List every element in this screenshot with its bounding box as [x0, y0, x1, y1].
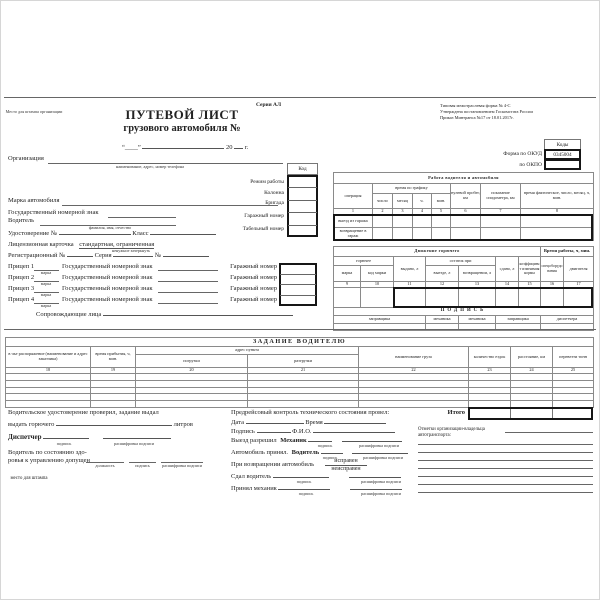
- trailer1-make-caption: марка: [40, 270, 52, 275]
- work-time-title: Время работы, ч, мин.: [541, 247, 594, 257]
- trailer4-make-caption: марка: [40, 303, 52, 308]
- accepted-mechanic-label: Принял механик: [231, 485, 277, 492]
- date-year: 20: [226, 144, 233, 151]
- mechanic-sign-caption: подпись: [317, 443, 333, 448]
- stamp-place: место для штампа: [10, 476, 48, 481]
- health-name-caption: расшифровка подписи: [162, 463, 202, 468]
- trailer3-label: Прицеп 3: [8, 285, 35, 292]
- trailer3-plate-line: [158, 292, 218, 293]
- code-column-box: [287, 175, 318, 237]
- form-top-rule: [4, 97, 596, 98]
- form-subtitle: грузового автомобиля №: [123, 123, 241, 134]
- okpo-value-box: [544, 159, 581, 170]
- owner-notes-line1: Отметки организации-владельца: [418, 427, 485, 432]
- pretrip-control-text: Предрейсовый контроль технического состояния провел:: [231, 409, 390, 416]
- col-odometer: показание спидометра, км: [481, 184, 521, 209]
- driver-label: Водитель: [8, 217, 35, 224]
- driver-work-title: Работа водителя и автомобиля: [334, 173, 594, 184]
- handed-name-caption: расшифровка подписи: [361, 479, 401, 484]
- escort-fill-line: [103, 311, 293, 316]
- col-num: 19: [91, 368, 136, 374]
- col-num: 13: [459, 282, 496, 288]
- dispatcher-sign-caption: подпись: [56, 441, 72, 446]
- time-label: Время: [305, 419, 323, 426]
- column-label: Колонна: [264, 190, 284, 196]
- health-sign-caption: подпись: [135, 463, 150, 468]
- health-position-caption: должность: [95, 463, 115, 468]
- col-num: 20: [136, 368, 248, 374]
- vehicle-make-label: Марка автомобиля: [8, 197, 60, 204]
- signature-fio-line: [231, 428, 395, 436]
- trailer-box-divider: [280, 284, 316, 285]
- liters-label: литров: [173, 421, 193, 428]
- license-card-caption: ненужное зачеркнуть: [111, 248, 151, 253]
- col-fuel: горючее: [334, 257, 394, 266]
- driver-sign-line: [321, 449, 343, 454]
- trailer1-garage-label: Гаражный номер: [230, 263, 277, 270]
- col-operation: операция: [334, 184, 373, 209]
- escort-line: [36, 311, 293, 319]
- col-at-return: возвращении, л: [459, 266, 496, 282]
- driver-name-caption: расшифровка подписи: [363, 455, 403, 460]
- driver-bold-label: Водитель: [291, 449, 320, 456]
- trailer1-plate-line: [158, 270, 218, 271]
- code-row-divider: [288, 200, 317, 201]
- mechanic-label: Механик: [280, 437, 307, 444]
- signer-fueler2: заправщика: [496, 316, 541, 324]
- series-label: Серия АЛ: [256, 102, 282, 108]
- number-fill-line: [163, 252, 209, 257]
- col-num: 10: [361, 282, 394, 288]
- owner-notes-line: [418, 484, 593, 485]
- accepted-name-line: [350, 485, 402, 490]
- unserviceable-option: неисправен: [331, 465, 361, 472]
- license-line: [8, 230, 216, 238]
- series-fill-line: [113, 252, 153, 257]
- date-blank: “____”: [122, 144, 141, 151]
- totals-divider: [552, 409, 553, 418]
- col-cargo-name: наименование груза: [359, 347, 469, 368]
- work-mode-label: Режим работы: [250, 179, 284, 185]
- driver-work-table: [333, 172, 594, 241]
- row-garage-exit: выезд из гаража: [334, 215, 373, 228]
- trailer4-garage-label: Гаражный номер: [230, 296, 277, 303]
- code-row-divider: [288, 225, 317, 226]
- trailer2-garage-label: Гаражный номер: [230, 274, 277, 281]
- form-title: ПУТЕВОЙ ЛИСТ: [125, 107, 239, 122]
- date-suffix: г.: [244, 144, 249, 151]
- codes-header-box: Коды: [544, 139, 581, 150]
- col-customer: в чье распоряжение (наименование и адрес заказчика): [6, 347, 91, 368]
- dispatcher-name-line: [103, 434, 171, 439]
- registration-label: Регистрационный №: [8, 252, 66, 259]
- date-fill-line: [142, 144, 224, 149]
- trailer4-label: Прицеп 4: [8, 296, 35, 303]
- owner-notes-line: [418, 444, 593, 445]
- col-remainder: остаток при: [426, 257, 496, 266]
- license-fill-line: [59, 230, 131, 235]
- col-tons: перевезти тонн: [553, 347, 594, 368]
- col-num: 7: [481, 209, 521, 215]
- org-label: Организация: [8, 155, 44, 162]
- col-num: 8: [521, 209, 594, 215]
- col-num: 17: [564, 282, 594, 288]
- serviceable-option: исправен: [325, 458, 367, 466]
- mechanic-name-caption: расшифровка подписи: [359, 443, 399, 448]
- code-row-divider: [288, 212, 317, 213]
- dispatcher-label: Диспетчер: [8, 433, 42, 441]
- task-title: ЗАДАНИЕ ВОДИТЕЛЮ: [6, 338, 594, 347]
- col-num: 14: [496, 282, 519, 288]
- year-fill-line: [234, 144, 243, 149]
- personnel-number-label: Табельный номер: [242, 226, 284, 232]
- col-num: 23: [469, 368, 511, 374]
- col-day: число: [373, 194, 393, 209]
- stamp-note: Место для штампа организации: [5, 109, 63, 114]
- totals-box: [468, 407, 593, 420]
- owner-notes-line: [418, 452, 593, 453]
- signer-mechanic1: механика: [426, 316, 459, 324]
- col-special-equipment: спецоборудования: [541, 257, 564, 282]
- code-row-divider: [288, 187, 317, 188]
- col-schedule-time: время по графику: [373, 184, 451, 194]
- license-checked-text: Водительское удостоверение проверил, задание выдал: [8, 409, 159, 416]
- on-return-label: При возвращении автомобиль: [231, 461, 315, 468]
- handed-name-line: [349, 473, 401, 478]
- owner-notes-line2: автотранспорта:: [418, 433, 451, 439]
- date-time-line: [231, 419, 386, 427]
- signature-label: Подпись: [231, 428, 255, 435]
- form-ref-line3: Приказ Минтранса №17 от 18.01.2017г.: [440, 115, 514, 120]
- trailer-box-divider: [280, 274, 316, 275]
- col-num: 5: [432, 209, 451, 215]
- brigade-label: Бригада: [265, 200, 284, 206]
- escort-label: Сопровождающие лица: [36, 311, 102, 318]
- owner-notes-line: [418, 460, 593, 461]
- trailer4-plate-label: Государственный номерной знак: [62, 296, 153, 303]
- trailer3-plate-label: Государственный номерной знак: [62, 285, 153, 292]
- col-loading: погрузки: [136, 355, 248, 368]
- fuel-issue-fill-line: [56, 421, 172, 426]
- col-num: 2: [373, 209, 393, 215]
- col-num: 6: [451, 209, 481, 215]
- org-caption: наименование, адрес, номер телефона: [116, 164, 184, 169]
- vehicle-make-fill-line: [62, 205, 278, 206]
- fuel-table: [333, 246, 594, 331]
- totals-label: Итого: [447, 409, 465, 416]
- license-number-label: Удостоверение №: [8, 230, 58, 237]
- fuel-issue-line: [8, 421, 193, 429]
- section-divider-rule: [4, 329, 596, 330]
- handed-over-label: Сдал водитель: [231, 473, 272, 480]
- driver-caption: фамилия, имя, отчество: [88, 225, 132, 230]
- class-fill-line: [150, 230, 216, 235]
- okud-label: Форма по ОКУД: [503, 151, 542, 157]
- col-fuel-make: марка: [334, 266, 361, 282]
- col-num: 11: [394, 282, 426, 288]
- trailer2-make-caption: марка: [40, 281, 52, 286]
- col-actual-time: время фактическое, число, месяц, ч, мин.: [521, 184, 594, 209]
- garage-number-label: Гаражный номер: [244, 213, 284, 219]
- fio-label: Ф.И.О.: [292, 428, 312, 435]
- vehicle-accepted-label: Автомобиль принял.: [231, 449, 289, 456]
- col-num: 3: [393, 209, 413, 215]
- trailer3-garage-label: Гаражный номер: [230, 285, 277, 292]
- col-min: мин.: [432, 194, 451, 209]
- health-line1: Водитель по состоянию здо-: [8, 449, 87, 456]
- fuel-issue-label: выдать горючего: [8, 421, 55, 428]
- owner-notes-line: [418, 476, 593, 477]
- col-at-exit: выезде, л: [426, 266, 459, 282]
- col-issued: выдано, л: [394, 257, 426, 282]
- dispatcher-name-caption: расшифровка подписи: [114, 441, 154, 446]
- accepted-sign-caption: подпись: [298, 491, 314, 496]
- mechanic-sign-line: [308, 437, 332, 442]
- departure-allowed-label: Выезд разрешил: [231, 437, 277, 444]
- col-engine: двигателя: [564, 257, 594, 282]
- form-ref-line1: Типовая межотраслевая форма № 4-С: [440, 103, 511, 108]
- driver-name-line: [352, 449, 408, 454]
- totals-divider: [510, 409, 511, 418]
- col-coefficient: коэффициент изменения нормы: [519, 257, 541, 282]
- col-num: 9: [334, 282, 361, 288]
- time-fill: [324, 419, 386, 424]
- registration-fill-line: [67, 252, 93, 257]
- row-garage-return: возвращение в гараж: [334, 228, 373, 241]
- health-line2: ровья к управлению допущен: [8, 457, 90, 464]
- date-fill: [246, 419, 304, 424]
- accepted-name-caption: расшифровка подписи: [361, 491, 401, 496]
- col-point-address: адрес пункта: [136, 347, 359, 355]
- col-arrival-time: время прибытия, ч, мин.: [91, 347, 136, 368]
- col-returned: сдано, л: [496, 257, 519, 282]
- col-num: 4: [413, 209, 432, 215]
- col-num: 18: [6, 368, 91, 374]
- col-num: 16: [541, 282, 564, 288]
- okud-value-box: 0345004: [544, 149, 581, 160]
- date-label: Дата: [231, 419, 244, 426]
- signature-fill: [257, 428, 291, 433]
- col-num: 24: [511, 368, 553, 374]
- col-num: 15: [519, 282, 541, 288]
- state-plate-fill-line: [108, 217, 176, 218]
- serviceable-options: [325, 458, 367, 472]
- signer-fueler: заправщика: [334, 316, 426, 324]
- fuel-title: Движение горючего: [334, 247, 541, 257]
- col-num: 22: [359, 368, 469, 374]
- driver-sign-caption: подпись: [322, 455, 338, 460]
- col-hour: ч.: [413, 194, 432, 209]
- owner-notes-fill-line: [505, 432, 593, 433]
- date-line: [122, 144, 248, 152]
- col-unloading: разгрузки: [248, 355, 359, 368]
- trailer1-label: Прицеп 1: [8, 263, 35, 270]
- col-num: 25: [553, 368, 594, 374]
- owner-notes-line: [418, 468, 593, 469]
- col-num: 12: [426, 282, 459, 288]
- driver-task-table: [5, 337, 594, 408]
- col-zero-run: нулевой пробег, км: [451, 184, 481, 209]
- owner-notes-label: [418, 427, 485, 439]
- col-num: 1: [334, 209, 373, 215]
- form-ref-line2: Утверждена постановлением Госкомстата России: [440, 109, 533, 114]
- series-word: Серия: [94, 252, 112, 259]
- trailer4-plate-line: [158, 303, 218, 304]
- col-fuel-code: код марки: [361, 266, 394, 282]
- col-distance: расстояние, км: [511, 347, 553, 368]
- trailer1-plate-label: Государственный номерной знак: [62, 263, 153, 270]
- accepted-sign-line: [278, 485, 330, 490]
- col-trips-count: количество ездок: [469, 347, 511, 368]
- col-month: месяц: [393, 194, 413, 209]
- trailer2-plate-line: [158, 281, 218, 282]
- signer-mechanic2: механика: [459, 316, 496, 324]
- trailer-box-divider: [280, 295, 316, 296]
- form-reference: [440, 103, 533, 121]
- mechanic-name-line: [342, 437, 402, 442]
- handed-sign-line: [273, 473, 329, 478]
- trailer2-label: Прицеп 2: [8, 274, 35, 281]
- dispatcher-sign-line: [43, 434, 89, 439]
- signer-dispatcher: диспетчера: [541, 316, 594, 324]
- trailer3-make-caption: марка: [40, 292, 52, 297]
- state-plate-label: Государственный номерной знак: [8, 209, 99, 216]
- okpo-label: по ОКПО: [519, 162, 542, 168]
- number-sign: №: [154, 252, 162, 259]
- license-card-options: стандартная, ограниченная: [79, 241, 155, 248]
- signature-header: ПОДПИСЬ: [334, 308, 594, 316]
- license-card-label: Лицензионная карточка: [8, 241, 74, 248]
- owner-notes-line: [418, 492, 593, 493]
- class-label: Класс: [132, 230, 149, 237]
- trailer2-plate-label: Государственный номерной знак: [62, 274, 153, 281]
- handed-sign-caption: подпись: [296, 479, 312, 484]
- registration-line: [8, 252, 209, 260]
- code-column-header: Код: [287, 163, 318, 175]
- fio-fill: [313, 428, 395, 433]
- col-num: 21: [248, 368, 359, 374]
